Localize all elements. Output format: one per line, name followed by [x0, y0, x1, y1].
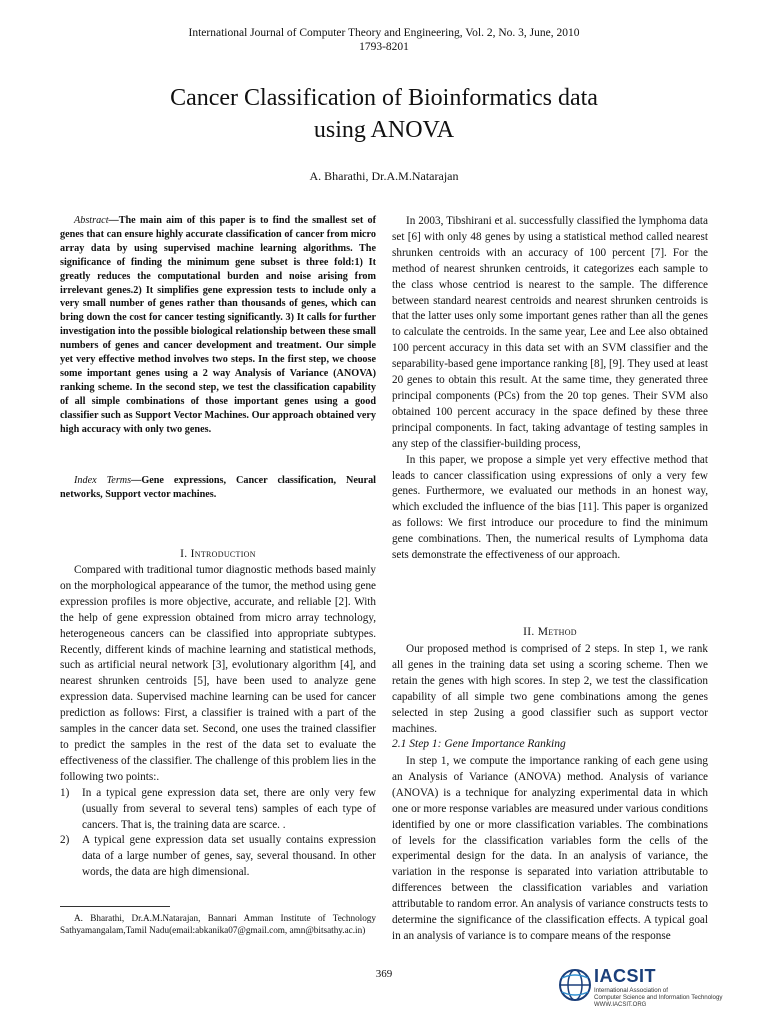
logo-tagline [594, 987, 724, 1001]
footnote-divider [60, 906, 170, 907]
issn: 1793-8201 [359, 41, 409, 53]
step1-heading: 2.1 Step 1: Gene Importance Ranking [392, 738, 566, 750]
abstract-label: Abstract [74, 215, 109, 226]
index-terms [60, 474, 376, 502]
list-number: 2) [60, 834, 70, 847]
logo-tagline-1: International Association of [594, 987, 668, 994]
intro-paragraph: Compared with traditional tumor diagnostic methods based mainly on the morphological appearance of the tumor, the method using gene expression profiles is more objective, accurate, and reliable [2]. With the help of gene expression obtained from micro array technology, heterogeneous cancers can be classified into appropriate subtypes. Recently, different kinds of machine learning and statistical methods, such as artificial neural network [3], evolutionary algorithm [4], and nearest shrunken centroids [5], have been used to analyze gene expression data. Supervised machine learning can be used for cancer prediction as follows: First, a classifier is trained with a part of the samples in the cancer data set. Second, one uses the trained classifier to predict the samples in the rest of the data set to evaluate the effectiveness of the classifier. The challenge of this problem lies in the following two points:. [60, 564, 376, 783]
globe-icon [558, 968, 592, 1002]
paragraph: In 2003, Tibshirani et al. successfully classified the lymphoma data set [6] with only 48 genes by using a statistical method called nearest shrunken centroids with an accuracy of 100 percent [7]. For the method of nearest shrunken centroids, it categorizes each sample to the class whose centriod is nearest to the sample. The difference between standard nearest centroids and nearest shrunken centroids is that the latter uses only some important genes rather than all the genes to calculate the centroids. In the same year, Lee and Lee also obtained 100 percent accuracy in this data set with an SVM classifier and the separability-based gene importance ranking [8], [9]. They used at least 20 genes to obtain this result. At the same time, they generated three principal components (PCs) from the 20 top genes. Their SVM also obtained 100 percent accuracy in the space defined by these three principal components. In fact, taking advantage of testing samples in any step of the classifier-building process, [392, 215, 708, 450]
logo-brand: IACSIT [594, 966, 657, 986]
journal-header [0, 26, 768, 54]
list-number: 1) [60, 786, 70, 799]
title-line-2: using ANOVA [313, 117, 455, 143]
method-paragraph: Our proposed method is comprised of 2 steps. In step 1, we rank all genes in the training data set using a scoring scheme. Then we retain the genes with high scores. In step 2, we test the classification capability of all simple two gene combinations among the genes selected in step 2using a good classifier such as support vector machines. [392, 643, 708, 735]
authors: A. Bharathi, Dr.A.M.Natarajan [309, 169, 459, 183]
logo-tagline-2: Computer Science and Information Technology [594, 994, 723, 1001]
list-text: In a typical gene expression data set, there are only very few (usually from several to several tens) samples of each type of cancers. That is, the training data are scarce. . [82, 786, 376, 831]
step1-section [392, 754, 708, 945]
index-terms-label: Index Terms [74, 475, 132, 486]
index-terms-text: —Gene expressions, Cancer classification, Neural networks, Support vector machines. [60, 475, 376, 500]
logo-url: WWW.IACSIT.ORG [594, 1002, 647, 1008]
abstract-text: —The main aim of this paper is to find the smallest set of genes that can ensure highly accurate classification of cancer from micro array data by using supervised machine learning algorithms. The significance of finding the minimum gene subset is three fold:1) It greatly reduces the computational burden and noise arising from irrelevant genes.2) It simplifies gene expression tests to include only a very small number of genes rather than thousands of genes, which can bring down the cost for cancer testing significantly. 3) It calls for further investigation into the possible biological relationship between these small numbers of genes and cancer development and treatment. Our simple yet very effective method involves two steps. In the first step, we choose some important genes using a 2 way Analysis of Variance (ANOVA) ranking scheme. In the second step, we test the classification capability of all simple combinations of those important genes using a good classifier such as Support Vector Machines. Our approach obtained very high accuracy with only two genes. [60, 215, 376, 435]
paragraph: In this paper, we propose a simple yet very effective method that leads to cancer classification using expressions of only a very few genes. Furthermore, we evaluated our methods in an honest way, which excluded the influence of the bias [11]. This paper is organized as follows: We first introduce our procedure to find the minimum gene combinations. Then, the numerical results of Lymphoma data sets demonstrate the effectiveness of our approach. [392, 453, 708, 562]
footnote [60, 912, 376, 936]
journal-citation: International Journal of Computer Theory and Engineering, Vol. 2, No. 3, June, 2010 [188, 27, 580, 39]
publisher-logo [558, 960, 723, 1016]
step1-paragraph: In step 1, we compute the importance ranking of each gene using an Analysis of Variance (ANOVA) method. Analysis of variance (ANOVA) is a technique for analyzing experimental data in which one or more response variables are measured under various conditions identified by one or more classification variables. The combinations of levels for the classification variables form the cells of the experimental design for the data. In an analysis of variance, the variation in the response is separated into variation attributable to differences between the classification variables and variation attributable to random error. An analysis of variance constructs tests to determine the significance of the classification effects. A typical goal in an analysis of variance is to compare means of the response [392, 755, 708, 942]
list-item [60, 786, 376, 834]
list-text: A typical gene expression data set usually contains expression data of a large number of genes, say, several thousand. In other words, the data are high dimensional. [82, 834, 376, 879]
paper-title [60, 82, 708, 146]
intro-heading: I. Introduction [180, 548, 256, 560]
method-heading: II. Method [523, 626, 577, 638]
intro-section [60, 563, 376, 881]
page-number: 369 [375, 968, 393, 980]
footnote-text: A. Bharathi, Dr.A.M.Natarajan, Bannari Amman Institute of Technology Sathyamangalam,Tamil Nadu(email:abkanika07@gmail.com, amn@bitsathy.ac.in) [60, 913, 376, 935]
right-column-intro [392, 214, 708, 564]
abstract [60, 214, 376, 437]
title-line-1: Cancer Classification of Bioinformatics data [170, 85, 598, 111]
method-section [392, 642, 708, 737]
list-item [60, 833, 376, 881]
